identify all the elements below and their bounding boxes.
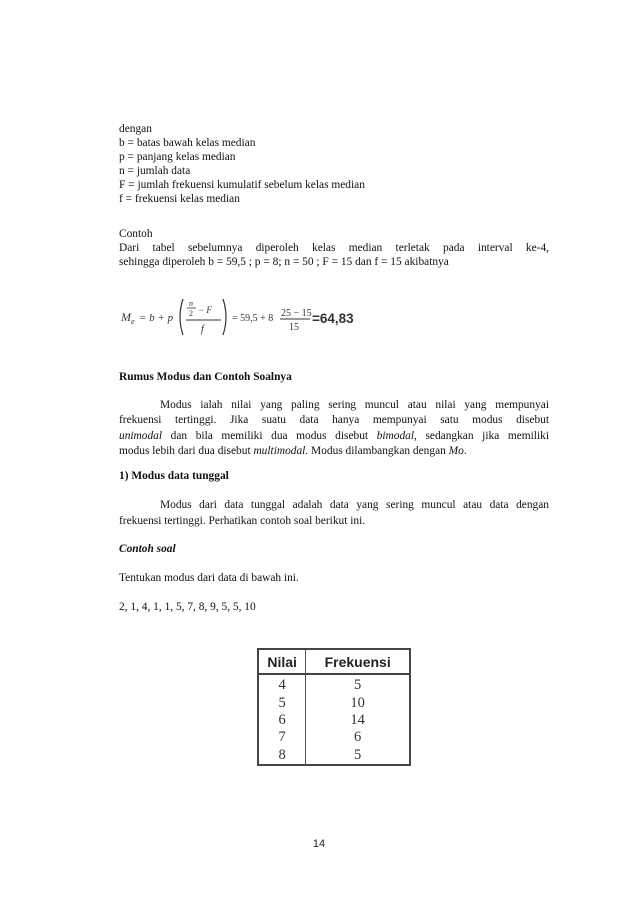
cell-frekuensi: 6 (354, 729, 362, 746)
modus-p1-line4 (119, 444, 549, 459)
cell-nilai: 6 (258, 712, 306, 729)
table-row (258, 674, 410, 695)
definitions-intro: dengan (119, 123, 152, 135)
formula-eq-b: = b + p (139, 312, 174, 324)
modus-p1-line3-tail: , sedangkan jika memiliki (414, 429, 549, 442)
definition-n: n = jumlah data (119, 165, 191, 177)
cell-frekuensi: 14 (350, 712, 365, 729)
definition-p: p = panjang kelas median (119, 151, 236, 163)
contoh-median-line1: Dari tabel sebelumnya diperoleh kelas median terletak pada interval ke-4, (119, 242, 549, 254)
definitions-block (119, 122, 549, 206)
formula-num: 25 − 15 (281, 308, 312, 319)
table-row (258, 712, 410, 729)
frequency-table (257, 648, 411, 766)
page-number: 14 (312, 838, 326, 850)
definition-F: F = jumlah frekuensi kumulatif sebelum kelas median (119, 179, 365, 191)
cell-frekuensi: 10 (350, 694, 365, 711)
modus-tunggal-heading: 1) Modus data tunggal (119, 470, 229, 482)
modus-tunggal-line1: Modus dari data tunggal adalah data yang sering muncul atau data dengan (160, 499, 549, 511)
modus-paragraph (119, 398, 549, 459)
median-formula (119, 291, 369, 343)
modus-p1-line3 (119, 429, 549, 444)
modus-tunggal-paragraph (119, 498, 549, 529)
term-unimodal: unimodal (119, 429, 163, 442)
formula-step1: = 59,5 + 8 (232, 313, 274, 324)
contoh-soal-instruction: Tentukan modus dari data di bawah ini. (119, 572, 299, 584)
modus-tunggal-line2: frekuensi tertinggi. Perhatikan contoh soal berikut ini. (119, 514, 366, 527)
cell-nilai: 7 (258, 729, 306, 746)
modus-p1-line1: Modus ialah nilai yang paling sering muncul atau nilai yang mempunyai (160, 399, 549, 411)
modus-p1-line4-mid: Modus dilambangkan dengan (308, 444, 449, 457)
contoh-median-block (119, 227, 549, 269)
cell-frekuensi: 5 (354, 746, 362, 763)
formula-frac-2: 2 (189, 309, 193, 318)
formula-frac-n: n (189, 299, 193, 308)
term-mo: Mo (448, 444, 464, 457)
formula-lhs: M (121, 310, 131, 324)
modus-section-heading: Rumus Modus dan Contoh Soalnya (119, 371, 292, 383)
contoh-median-line2: sehingga diperoleh b = 59,5 ; p = 8; n = 50 ; F = 15 dan f = 15 akibatnya (119, 256, 449, 268)
term-bimodal: bimodal (376, 429, 415, 442)
table-row (258, 747, 410, 765)
cell-nilai: 4 (258, 674, 306, 695)
definition-b: b = batas bawah kelas median (119, 137, 256, 149)
cell-nilai: 8 (258, 747, 306, 765)
cell-nilai: 5 (258, 695, 306, 712)
contoh-heading: Contoh (119, 228, 153, 240)
formula-den: 15 (289, 322, 299, 333)
cell-frekuensi: 5 (354, 677, 362, 694)
formula-minus-F: − F (198, 305, 212, 315)
modus-p1-line3-text: dan bila memiliki dua modus disebut (162, 429, 377, 442)
modus-p1-line4-text: modus lebih dari dua disebut (119, 444, 254, 457)
formula-lhs-sub: e (131, 317, 135, 326)
modus-p1-line2: frekuensi tertinggi. Jika suatu data hanya mempunyai satu modus disebut (119, 414, 549, 427)
table-row (258, 729, 410, 746)
header-frekuensi: Frekuensi (306, 649, 410, 674)
formula-result: =64,83 (312, 311, 354, 326)
definition-f: f = frekuensi kelas median (119, 193, 240, 205)
header-nilai: Nilai (258, 649, 306, 674)
modus-p1-line4-end: . (463, 444, 467, 457)
table-header-row (258, 649, 410, 674)
table-row (258, 695, 410, 712)
contoh-soal-heading: Contoh soal (119, 543, 176, 555)
term-multimodal: multimodal. (253, 444, 309, 457)
contoh-soal-data-list: 2, 1, 4, 1, 1, 5, 7, 8, 9, 5, 5, 10 (119, 601, 256, 613)
frequency-table-image (257, 648, 411, 766)
formula-f: f (201, 324, 204, 335)
